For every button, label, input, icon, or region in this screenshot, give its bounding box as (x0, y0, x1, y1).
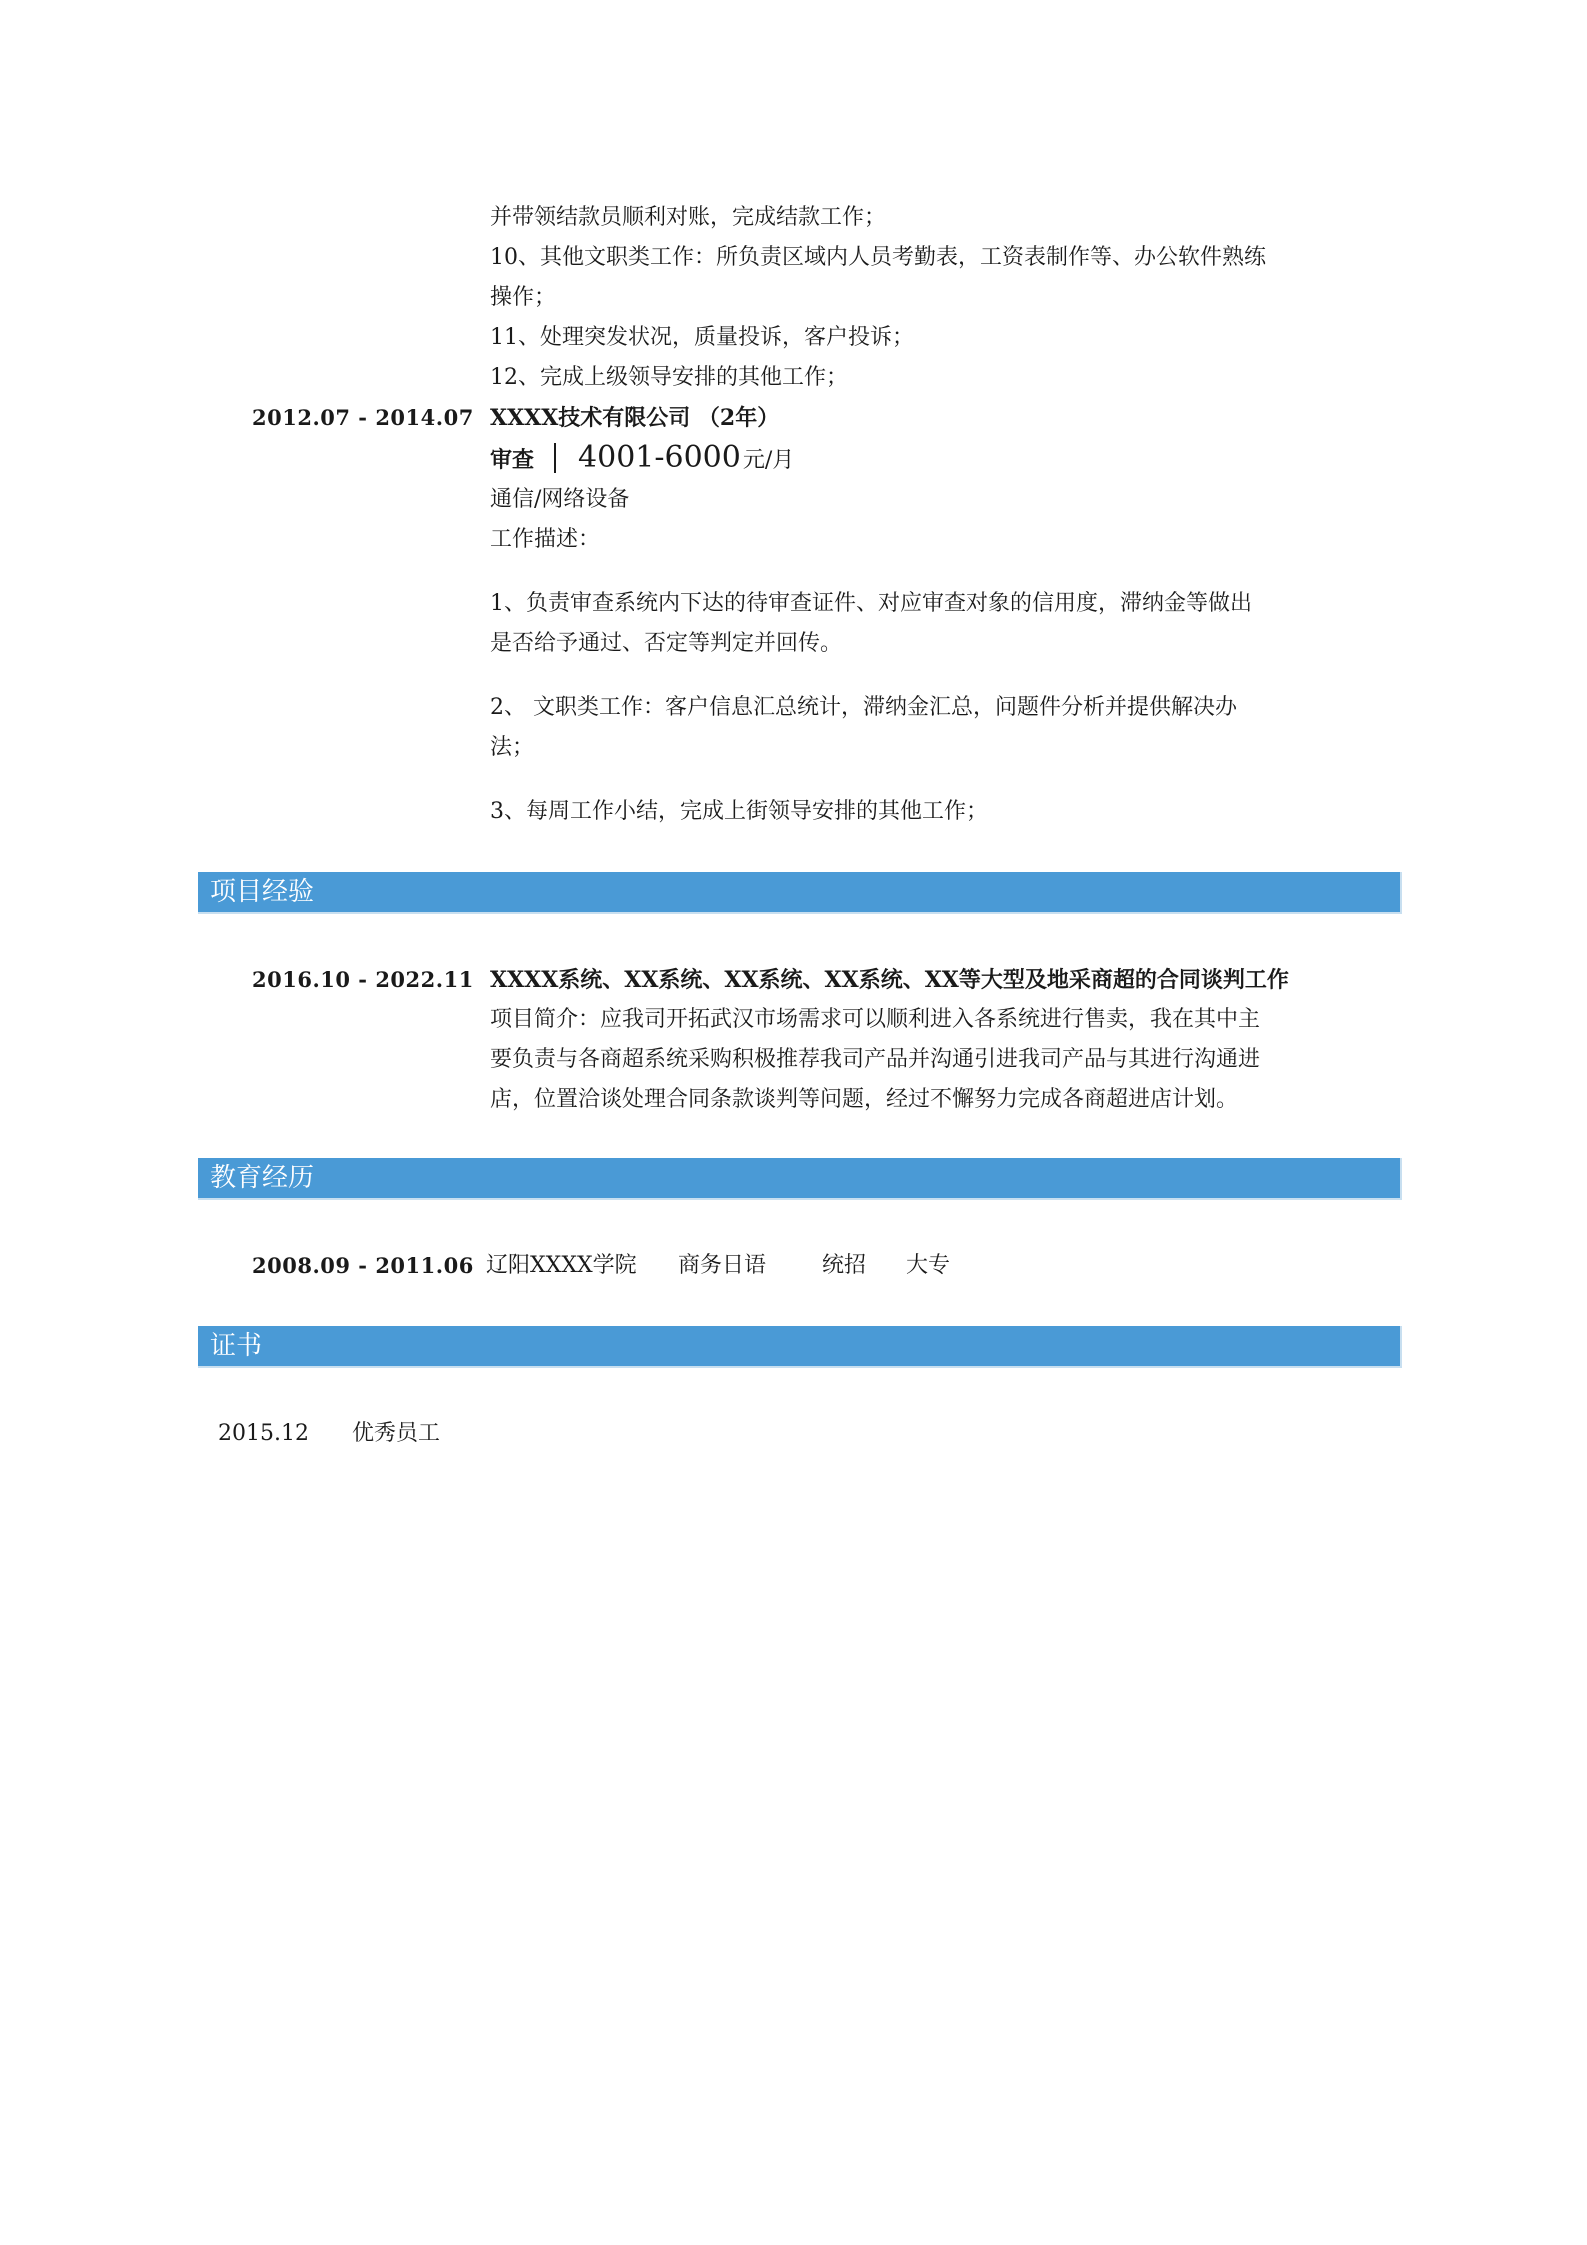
education-date: 2008.09 - 2011.06 (252, 1253, 474, 1278)
job-salary-unit: 元/月 (742, 448, 795, 473)
work-line: 操作； (490, 285, 557, 310)
section-title: 证书 (210, 1331, 263, 1361)
project-date: 2016.10 - 2022.11 (252, 967, 474, 992)
job-position-salary (490, 436, 794, 483)
education-degree: 大专 (906, 1253, 951, 1278)
education-type: 统招 (822, 1253, 867, 1278)
job-desc-line: 3、每周工作小结，完成上街领导安排的其他工作； (490, 799, 988, 824)
job-desc-line: 2、 文职类工作：客户信息汇总统计，滞纳金汇总，问题件分析并提供解决办 (490, 695, 1237, 720)
job-date: 2012.07 - 2014.07 (252, 405, 474, 430)
job-position: 审查 (490, 447, 535, 473)
certificate-name: 优秀员工 (352, 1421, 441, 1446)
job-industry: 通信/网络设备 (490, 487, 630, 512)
work-line: 10、其他文职类工作：所负责区域内人员考勤表，工资表制作等、办公软件熟练 (490, 245, 1266, 270)
section-header-education (198, 1158, 1402, 1200)
project-line: 店，位置洽谈处理合同条款谈判等问题，经过不懈努力完成各商超进店计划。 (490, 1087, 1239, 1112)
work-line: 11、处理突发状况，质量投诉，客户投诉； (490, 325, 914, 350)
section-title: 教育经历 (210, 1163, 315, 1193)
section-title: 项目经验 (210, 877, 315, 907)
education-major: 商务日语 (678, 1253, 767, 1278)
project-line: 项目简介：应我司开拓武汉市场需求可以顺利进入各系统进行售卖，我在其中主 (490, 1007, 1261, 1032)
certificate-date: 2015.12 (218, 1421, 309, 1446)
section-header-project (198, 872, 1402, 914)
job-desc-line: 法； (490, 735, 535, 760)
work-line: 12、完成上级领导安排的其他工作； (490, 365, 848, 390)
project-line: 要负责与各商超系统采购积极推荐我司产品并沟通引进我司产品与其进行沟通进 (490, 1047, 1261, 1072)
job-desc-line: 1、负责审查系统内下达的待审查证件、对应审查对象的信用度，滞纳金等做出 (490, 591, 1252, 616)
section-header-certificate (198, 1326, 1402, 1368)
job-company: XXXX技术有限公司 （2年） (490, 405, 780, 431)
job-salary: 4001-6000 (578, 440, 741, 475)
job-desc-line: 是否给予通过、否定等判定并回传。 (490, 631, 843, 656)
job-desc-label: 工作描述： (490, 527, 601, 552)
work-line: 并带领结款员顺利对账，完成结款工作； (490, 205, 887, 230)
project-title: XXXX系统、XX系统、XX系统、XX系统、XX等大型及地采商超的合同谈判工作 (490, 967, 1289, 993)
separator (554, 443, 556, 473)
education-school: 辽阳XXXX学院 (486, 1253, 637, 1278)
